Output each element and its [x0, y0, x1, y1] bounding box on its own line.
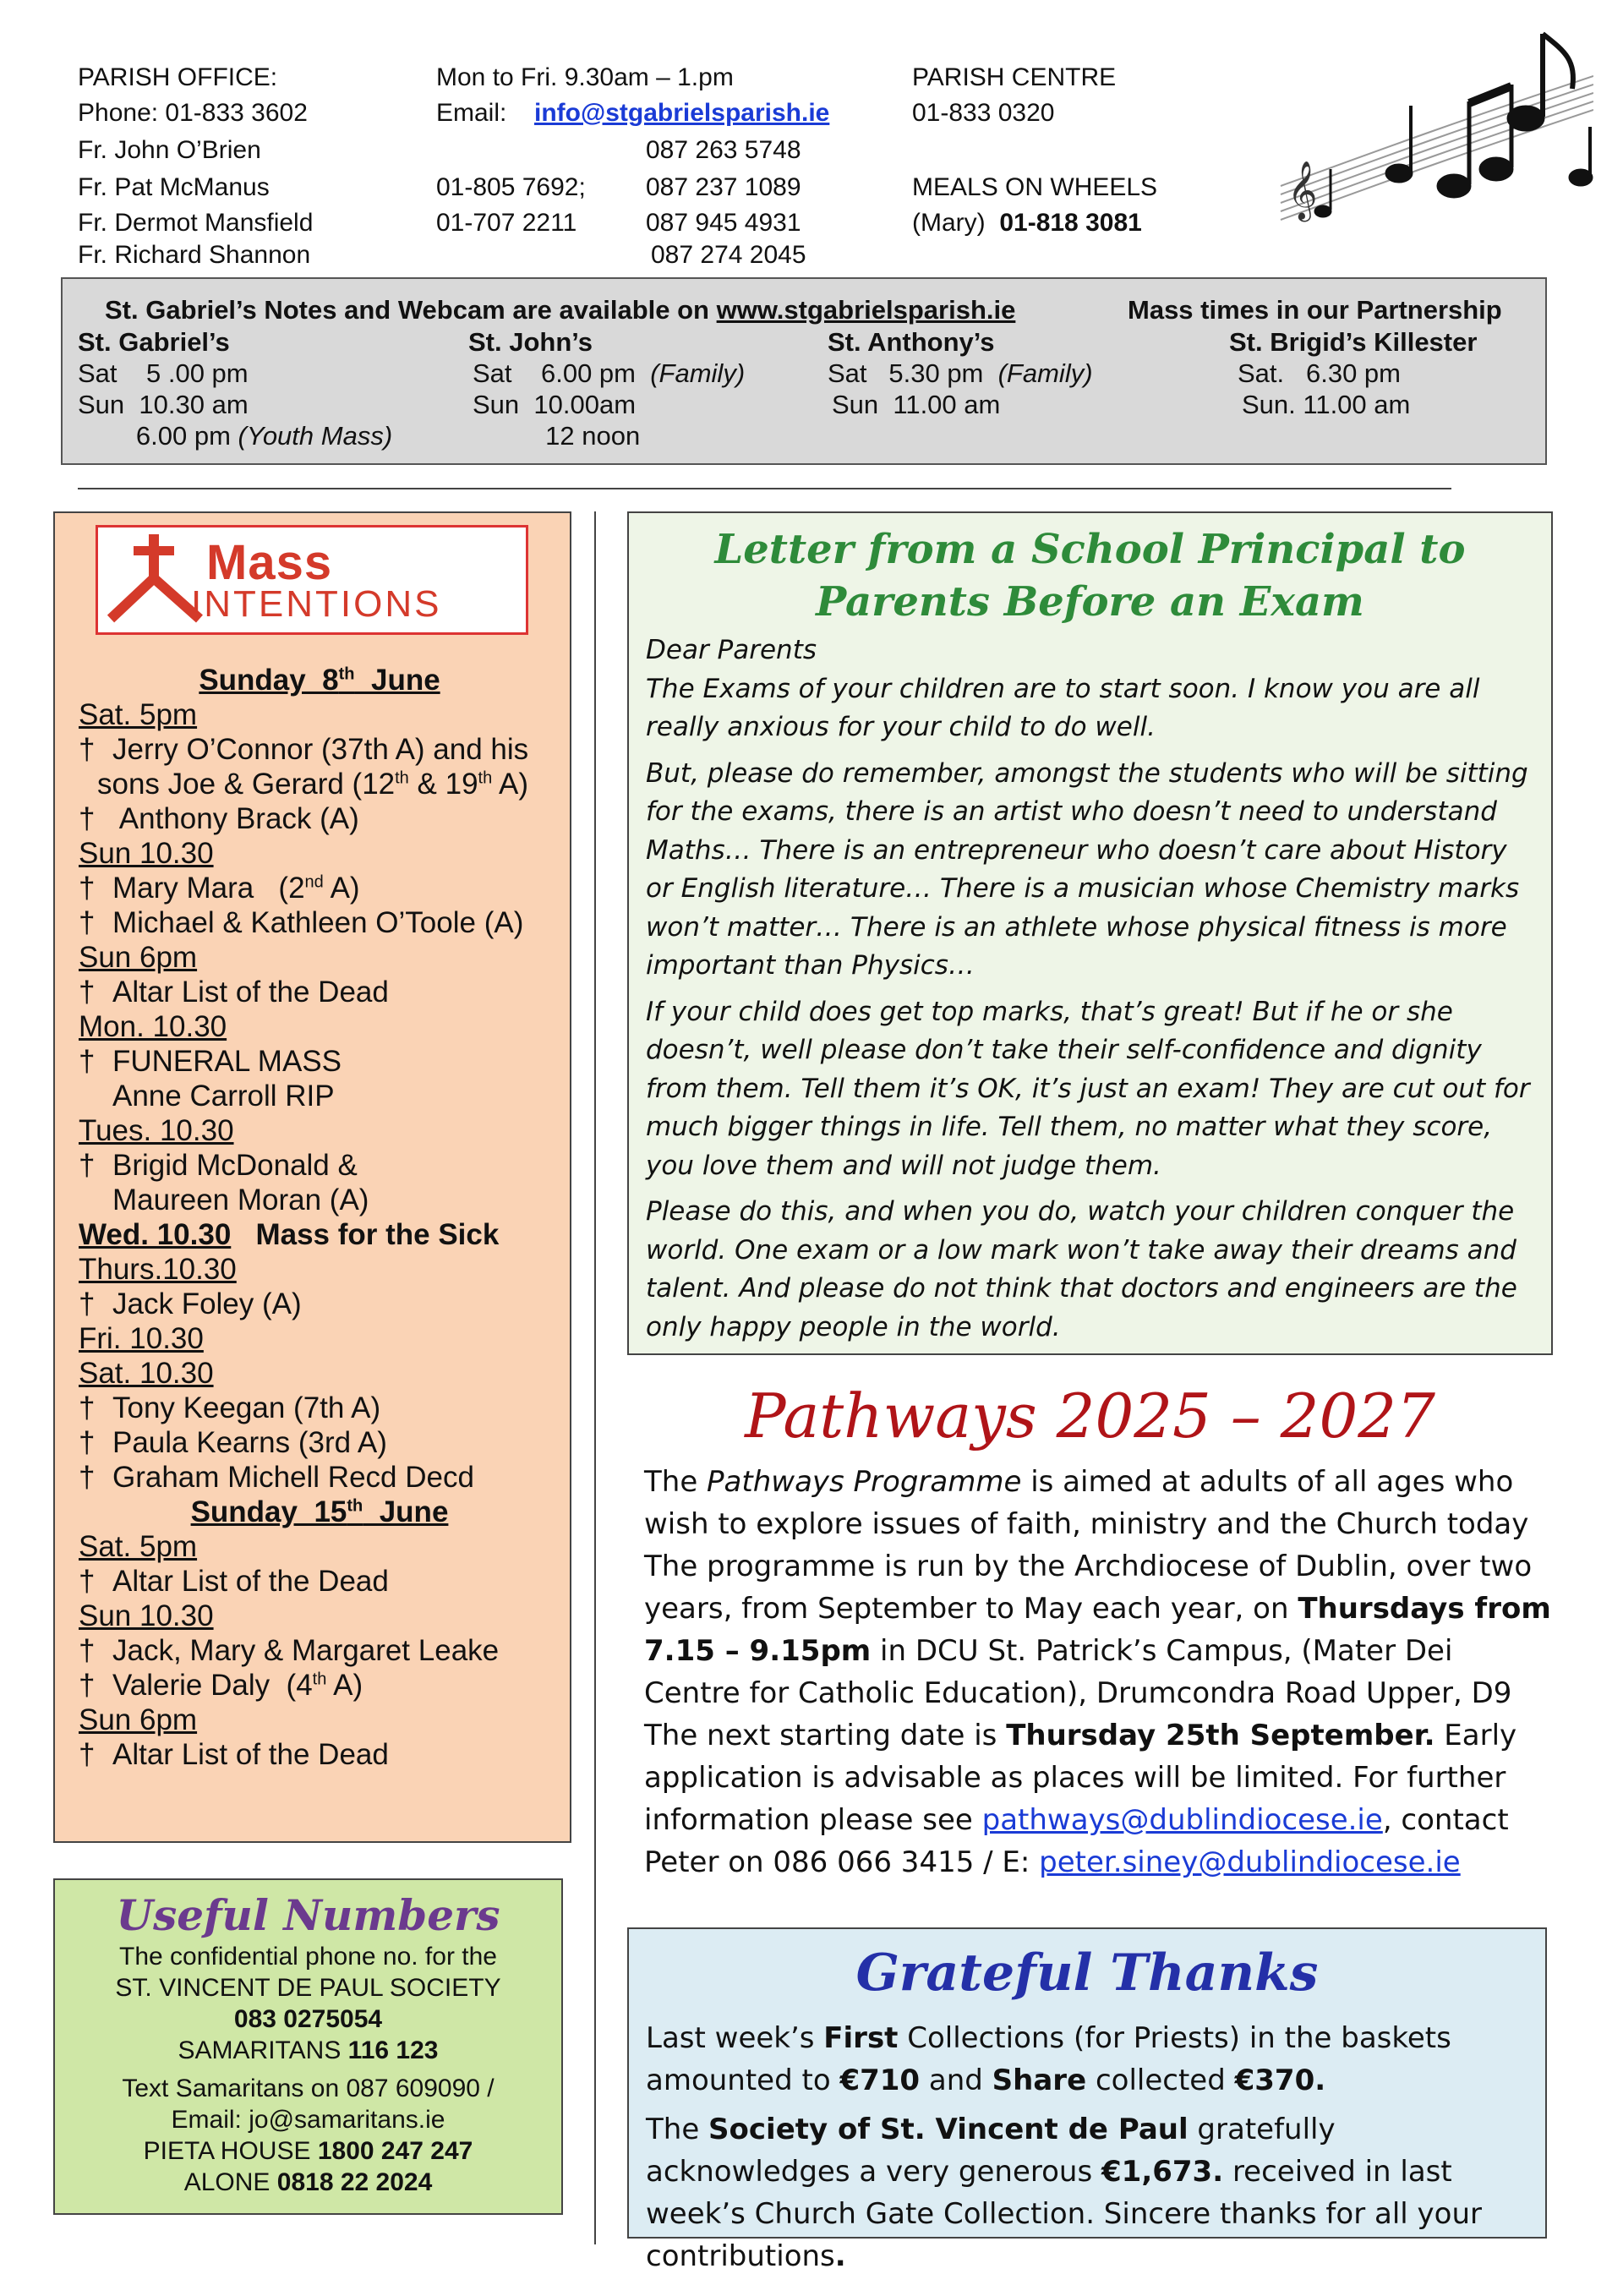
thanks-body — [646, 2017, 1542, 2277]
email-link[interactable]: info@stgabrielsparish.ie — [534, 99, 830, 127]
intentions-heading-sunday-15: Sunday 15th June — [190, 1495, 449, 1528]
useful-numbers-title: Useful Numbers — [116, 1890, 500, 1940]
grateful-thanks-panel — [627, 1927, 1547, 2273]
list-item: † Valerie Daly (4th A) — [79, 1669, 363, 1702]
list-item: † Tony Keegan (7th A) — [79, 1391, 381, 1424]
list-item: Sat. 10.30 — [79, 1357, 214, 1390]
letter-paragraph: The Exams of your children are to start soon. I know you are all really anxious for your child to do well. — [646, 673, 1480, 742]
svp-phone: 083 0275054 — [233, 2005, 383, 2033]
useful-numbers-panel — [53, 1878, 563, 2215]
list-item: † Jack Foley (A) — [79, 1287, 302, 1320]
letter-paragraph: But, please do remember, amongst the students who will be sitting for the exams, there is an artist who doesn’t need to understand Maths… There is an entrepreneur who doesn’t care about History or English literature… There is a musician whose Chemistry marks won’t matter… There is an athlete whose physical fitness is more important than Physics… — [646, 757, 1528, 981]
letter-paragraph: If your child does get top marks, that’s great! But if he or she doesn’t, well please don’t take their self-confidence and dignity from them. Tell them it’s OK, it’s just an exam! They are cut out for much bigger things in life. Tell them, no matter what they score, you love them and will not judge them. — [646, 996, 1530, 1181]
intentions-list — [79, 663, 560, 1772]
list-item: † Michael & Kathleen O’Toole (A) — [79, 906, 524, 939]
mass-time: Sun 10.00am — [473, 390, 637, 419]
meals-label: MEALS ON WHEELS — [912, 173, 1158, 201]
list-item: Sun 6pm — [79, 941, 198, 974]
pathways-email-link[interactable]: pathways@dublindiocese.ie — [981, 1803, 1383, 1837]
mass-time: Sat. 6.30 pm — [1238, 358, 1401, 388]
list-item: Sat. 5pm — [79, 1530, 198, 1563]
mass-time-family: Sat 6.00 pm (Family) — [473, 358, 746, 388]
mass-time: 12 noon — [473, 421, 641, 451]
mass-time-family: Sat 5.30 pm (Family) — [828, 358, 1093, 388]
list-item: Tues. 10.30 — [79, 1114, 234, 1147]
centre-phone: 01-833 0320 — [912, 99, 1055, 127]
list-item: † Paula Kearns (3rd A) — [79, 1426, 387, 1459]
church-name-st-johns: St. John’s — [468, 327, 593, 357]
list-item: † Altar List of the Dead — [79, 1565, 389, 1598]
priest-name-4: Fr. Richard Shannon — [78, 241, 311, 269]
priest-name-3: Fr. Dermot Mansfield — [78, 209, 314, 237]
music-notes-icon — [1272, 25, 1593, 245]
list-item: Thurs.10.30 — [79, 1253, 237, 1286]
church-cross-icon — [107, 534, 204, 627]
list-item: † FUNERAL MASS — [79, 1045, 342, 1078]
priest-landline-2: 01-805 7692; — [436, 173, 586, 201]
list-item: Mon. 10.30 — [79, 1010, 227, 1043]
list-item-mass-for-sick: Wed. 10.30 Mass for the Sick — [79, 1218, 500, 1251]
mass-intentions-logo — [96, 525, 528, 635]
list-item: † Altar List of the Dead — [79, 976, 389, 1009]
logo-text-mass: Mass — [206, 535, 333, 590]
list-item: sons Joe & Gerard (12th & 19th A) — [97, 768, 529, 801]
church-name-st-gabriels: St. Gabriel’s — [78, 327, 230, 357]
partnership-label: Mass times in our Partnership — [1128, 295, 1502, 325]
priest-mobile-4: 087 274 2045 — [651, 241, 806, 269]
office-phone: Phone: 01-833 3602 — [78, 99, 308, 127]
list-item: † Graham Michell Recd Decd — [79, 1461, 474, 1494]
logo-text-intentions: INTENTIONS — [191, 583, 442, 625]
list-item: Maureen Moran (A) — [112, 1184, 369, 1216]
priest-name-1: Fr. John O’Brien — [78, 136, 261, 164]
office-hours: Mon to Fri. 9.30am – 1.pm — [436, 63, 734, 91]
samaritans-email: Email: jo@samaritans.ie — [171, 2106, 445, 2134]
list-item: Sat. 5pm — [79, 698, 198, 731]
list-item: † Jack, Mary & Margaret Leake — [79, 1634, 500, 1667]
thanks-paragraph: Last week’s First Collections (for Priests) in the baskets amounted to €710 and Share collected €370. — [646, 2021, 1451, 2097]
thanks-paragraph: The Society of St. Vincent de Paul gratefully acknowledges a very generous €1,673. received in last week’s Church Gate Collection. Sincere thanks for all your contributions. — [646, 2113, 1482, 2273]
mass-times-panel — [61, 277, 1547, 465]
notes-text: St. Gabriel’s Notes and Webcam are available on www.stgabrielsparish.ie — [105, 295, 1016, 325]
useful-line: The confidential phone no. for the — [119, 1943, 497, 1971]
priest-mobile-3: 087 945 4931 — [646, 209, 801, 237]
list-item: Sun 10.30 — [79, 1599, 214, 1632]
church-name-st-brigids: St. Brigid’s Killester — [1229, 327, 1478, 357]
priest-mobile-2: 087 237 1089 — [646, 173, 801, 201]
email-label: Email: — [436, 99, 507, 127]
meals-contact: (Mary) 01-818 3081 — [912, 209, 1142, 237]
list-item: † Mary Mara (2nd A) — [79, 872, 360, 905]
useful-line: ST. VINCENT DE PAUL SOCIETY — [115, 1974, 501, 2002]
pathways-body: The Pathways Programme is aimed at adults of all ages who wish to explore issues of faith, ministry and the Church today The programme is run by the Archdiocese of Dublin, over two years, from September to May each year, on Thursdays from 7.15 – 9.15pm in DCU St. Patrick’s Campus, (Mater Dei Centre for Catholic Education), Drumcondra Road Upper, D9 The next starting date is Thursday 25th September. Early application is advisable as places will be limited. For further information please see pathways@dublindiocese.ie, contact Peter on 086 066 3415 / E: peter.siney@dublindiocese.ie — [644, 1465, 1551, 1879]
list-item: † Brigid McDonald & — [79, 1149, 358, 1182]
letter-body — [646, 631, 1542, 1354]
office-label: PARISH OFFICE: — [78, 63, 278, 91]
peter-email-link[interactable]: peter.siney@dublindiocese.ie — [1039, 1845, 1461, 1879]
list-item: † Jerry O’Connor (37th A) and his — [79, 733, 529, 766]
divider-horizontal — [78, 488, 1451, 489]
mass-time: Sun 11.00 am — [832, 390, 1001, 419]
letter-salutation: Dear Parents — [646, 635, 817, 665]
letter-paragraph: Please do this, and when you do, watch your children conquer the world. One exam or a low mark won’t take away their dreams and talent. And please do not think that doctors and engineers are the only happy people in the world. — [646, 1196, 1517, 1342]
list-item: Fri. 10.30 — [79, 1322, 204, 1355]
divider-vertical — [594, 511, 596, 2244]
centre-label: PARISH CENTRE — [912, 63, 1117, 91]
mass-time: Sat 5 .00 pm — [78, 358, 249, 388]
mass-time: Sun. 11.00 am — [1242, 390, 1411, 419]
svg-text:𝄞: 𝄞 — [1287, 161, 1318, 220]
mass-time: Sun 10.30 am — [78, 390, 249, 419]
letter-title: Letter from a School Principal to Parents Before an Exam — [714, 526, 1466, 626]
intentions-heading-sunday-8: Sunday 8th June — [199, 664, 440, 697]
pieta-line: PIETA HOUSE 1800 247 247 — [143, 2137, 473, 2165]
mass-time-youth: 6.00 pm (Youth Mass) — [78, 421, 393, 451]
website-link[interactable]: www.stgabrielsparish.ie — [716, 295, 1016, 325]
list-item: Anne Carroll RIP — [112, 1080, 335, 1112]
list-item: Sun 6pm — [79, 1703, 198, 1736]
priest-landline-3: 01-707 2211 — [436, 209, 577, 237]
letter-panel — [627, 511, 1553, 1355]
priest-name-2: Fr. Pat McManus — [78, 173, 270, 201]
grateful-thanks-title: Grateful Thanks — [855, 1943, 1319, 2003]
priest-mobile-1: 087 263 5748 — [646, 136, 801, 164]
church-name-st-anthonys: St. Anthony’s — [828, 327, 995, 357]
pathways-title: Pathways 2025 – 2027 — [745, 1380, 1435, 1451]
useful-line: Text Samaritans on 087 609090 / — [122, 2075, 495, 2102]
mass-intentions-panel — [53, 511, 571, 1843]
samaritans-line: SAMARITANS 116 123 — [178, 2036, 439, 2064]
list-item: † Altar List of the Dead — [79, 1738, 389, 1771]
list-item: † Anthony Brack (A) — [79, 802, 359, 835]
list-item: Sun 10.30 — [79, 837, 214, 870]
alone-line: ALONE 0818 22 2024 — [183, 2168, 433, 2196]
